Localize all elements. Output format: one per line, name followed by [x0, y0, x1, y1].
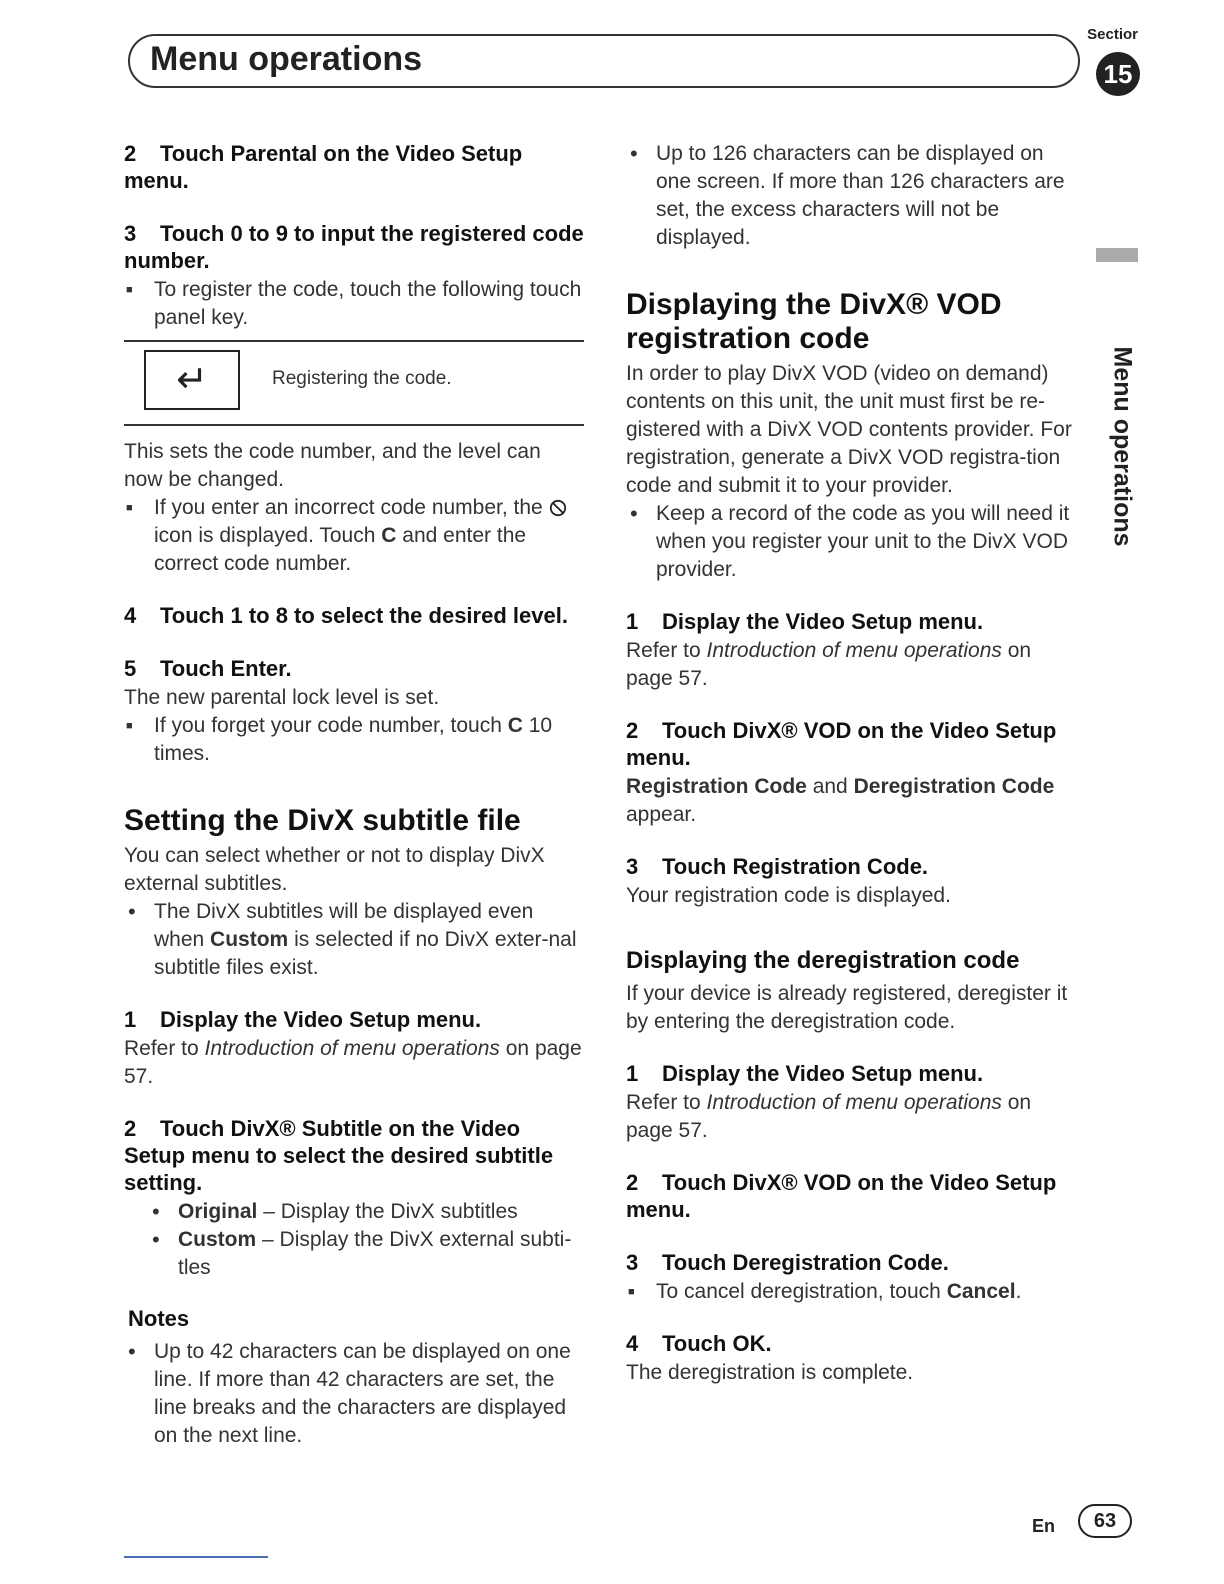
paragraph: The new parental lock level is set.	[124, 686, 440, 709]
key-table	[124, 340, 584, 426]
right-column	[626, 140, 1076, 1387]
step-2-divx-vod: 2 Touch DivX® VOD on the Video Setup menu.	[626, 718, 1057, 770]
paragraph: This sets the code number, and the level can now be changed.	[124, 440, 541, 491]
paragraph: If your device is already registered, deregister it by entering the deregistration code.	[626, 982, 1068, 1033]
step-1-display-menu: 1 Display the Video Setup menu.	[626, 609, 984, 634]
notes-title: Notes	[128, 1306, 190, 1331]
step-4-ok: 4 Touch OK.	[626, 1331, 772, 1356]
list-item: • Up to 126 characters can be displayed on one screen. If more than 126 characters are set, the excess characters will not be displayed.	[626, 140, 1076, 252]
page-title: Menu operations	[150, 40, 423, 78]
page-number: 63	[1078, 1504, 1132, 1538]
paragraph: You can select whether or not to display DivX external subtitles.	[124, 844, 545, 895]
list-item: • Custom – Display the DivX external subti-tles	[148, 1226, 584, 1282]
list-item: ■ If you enter an incorrect code number, the icon is displayed. Touch C and enter the correct code number.	[124, 494, 584, 578]
step-1-display-menu: 1 Display the Video Setup menu.	[124, 1007, 482, 1032]
section-heading-deregistration: Displaying the deregistration code	[626, 947, 1020, 974]
list-item: ■ To cancel deregistration, touch Cancel.	[626, 1278, 1076, 1306]
step-1-display-menu: 1 Display the Video Setup menu.	[626, 1061, 984, 1086]
left-column	[124, 140, 584, 1450]
list-item: • Original – Display the DivX subtitles	[148, 1198, 584, 1226]
bottom-rule	[124, 1556, 268, 1558]
list-item: • The DivX subtitles will be displayed even when Custom is selected if no DivX exter-nal subtitle files exist.	[124, 898, 584, 982]
step-3-input-code: 3 Touch 0 to 9 to input the registered code number.	[124, 221, 584, 273]
paragraph: In order to play DivX VOD (video on demand) contents on this unit, the unit must first be re-gistered with a DivX VOD contents provider. For registration, generate a DivX VOD registra-tion code and submit it to your provider.	[626, 362, 1072, 497]
step-5-enter: 5 Touch Enter.	[124, 656, 292, 681]
paragraph: Refer to Introduction of menu operations on page 57.	[626, 639, 1032, 690]
section-heading-vod: Displaying the DivX® VOD registration code	[626, 288, 1002, 355]
list-item: ■ To register the code, touch the following touch panel key.	[124, 276, 584, 332]
list-item: ■ If you forget your code number, touch C 10 times.	[124, 712, 584, 768]
paragraph: Refer to Introduction of menu operations on page 57.	[626, 1091, 1032, 1142]
prohibited-icon	[549, 499, 567, 517]
step-4-select-level: 4 Touch 1 to 8 to select the desired level.	[124, 603, 568, 628]
section-heading-subtitle: Setting the DivX subtitle file	[124, 804, 521, 837]
section-label: Sectior	[1087, 26, 1138, 43]
paragraph: The deregistration is complete.	[626, 1361, 914, 1384]
step-3-registration-code: 3 Touch Registration Code.	[626, 854, 929, 879]
side-section-label: Menu operations	[1108, 346, 1137, 547]
list-item: • Up to 42 characters can be displayed on one line. If more than 42 characters are set, the line breaks and the characters are displayed on the next line.	[124, 1338, 584, 1450]
step-3-deregistration-code: 3 Touch Deregistration Code.	[626, 1250, 949, 1275]
step-2-subtitle: 2 Touch DivX® Subtitle on the Video Setup menu to select the desired subtitle setting.	[124, 1116, 554, 1195]
footer-language: En	[1032, 1516, 1056, 1536]
key-description: Registering the code.	[272, 368, 452, 389]
paragraph: Your registration code is displayed.	[626, 884, 951, 907]
paragraph: Registration Code and Deregistration Code appear.	[626, 775, 1055, 826]
list-item: • Keep a record of the code as you will need it when you register your unit to the DivX VOD provider.	[626, 500, 1076, 584]
section-number-badge: 15	[1096, 52, 1140, 96]
paragraph: Refer to Introduction of menu operations on page 57.	[124, 1037, 582, 1088]
step-2-parental: 2 Touch Parental on the Video Setup menu.	[124, 141, 523, 193]
side-tab-marker	[1096, 248, 1138, 262]
enter-key-icon: ↵	[144, 350, 240, 410]
step-2-divx-vod: 2 Touch DivX® VOD on the Video Setup menu.	[626, 1170, 1057, 1222]
